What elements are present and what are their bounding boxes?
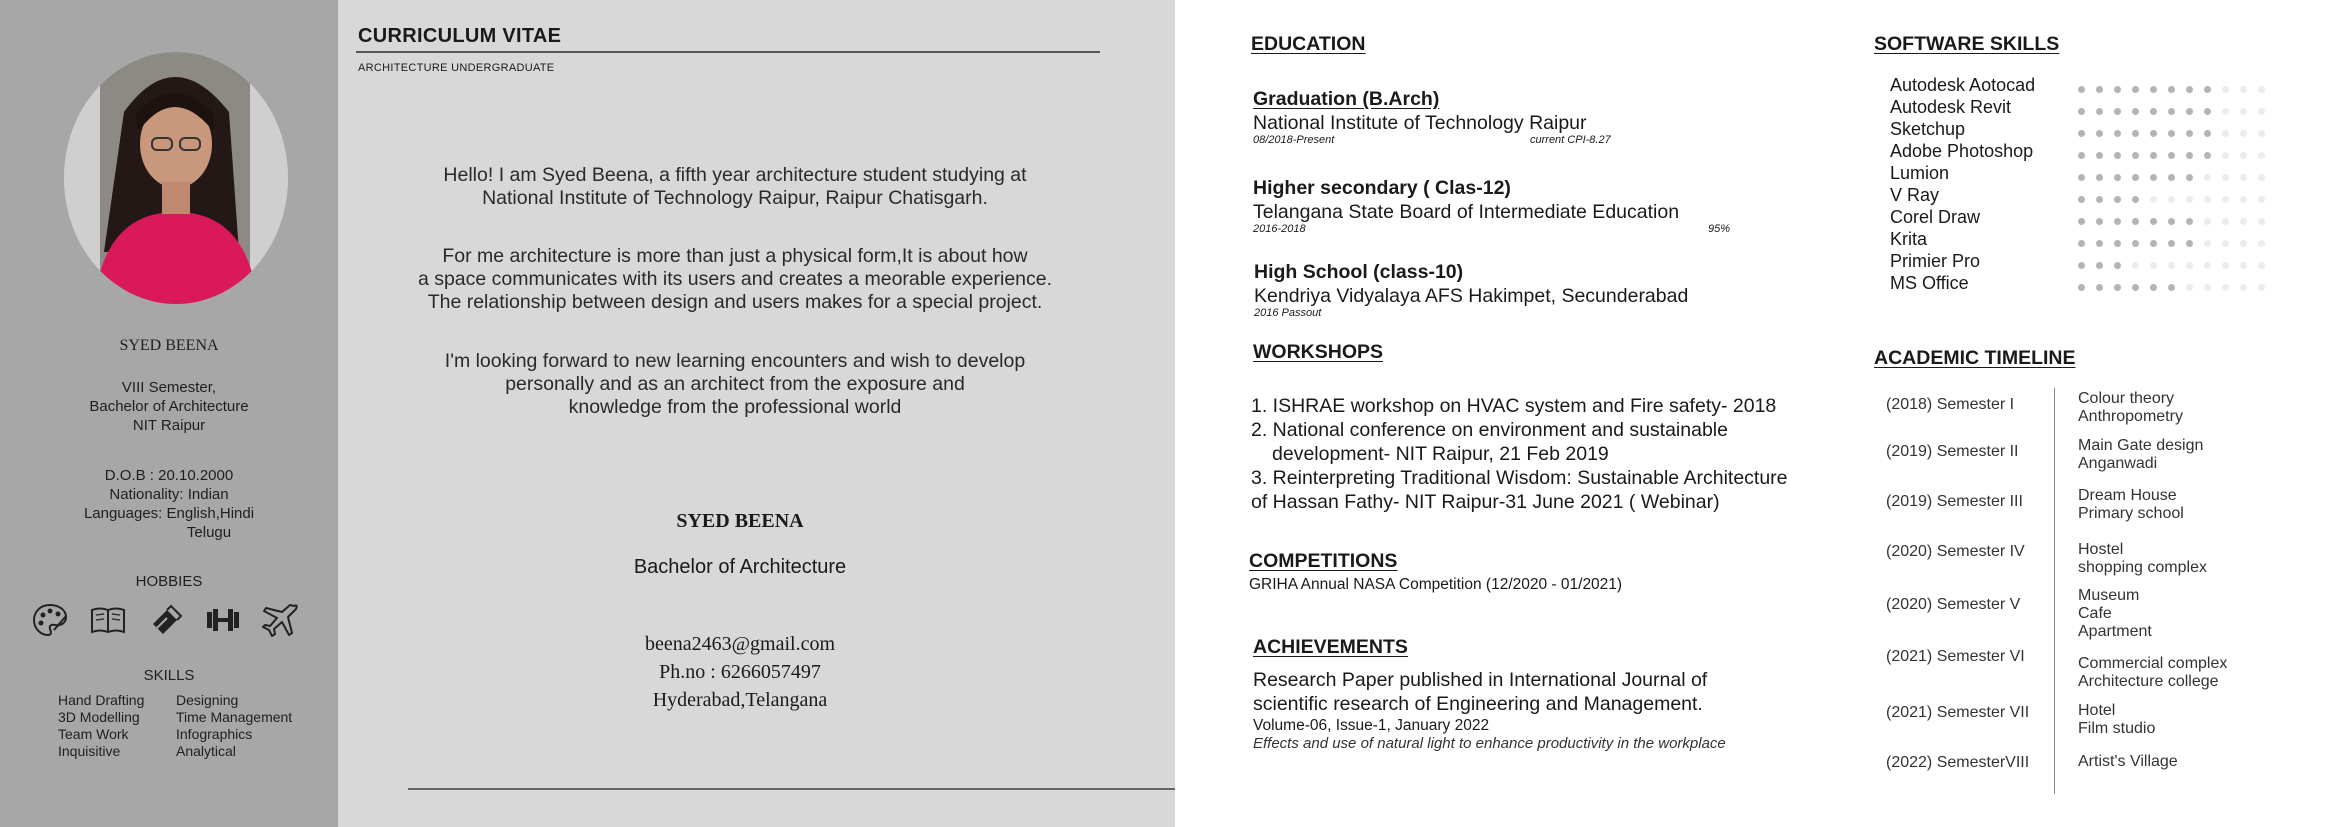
skill-item: Team Work	[58, 726, 129, 742]
rating-dot-empty	[2240, 196, 2247, 203]
rating-dot-filled	[2114, 196, 2121, 203]
intro-degree: Bachelor of Architecture	[633, 556, 847, 578]
rating-dot-filled	[2096, 174, 2103, 181]
intro-paragraph-3	[370, 350, 1100, 419]
timeline-semester: (2019) Semester III	[1886, 493, 2023, 510]
timeline-semester: (2018) Semester I	[1886, 396, 2015, 413]
cv-subtitle: ARCHITECTURE UNDERGRADUATE	[358, 62, 555, 74]
rating-dot-empty	[2240, 108, 2247, 115]
rating-row	[2078, 100, 2276, 122]
rating-dot-filled	[2114, 174, 2121, 181]
timeline-project: Main Gate design	[2078, 437, 2204, 454]
skills-left-list	[58, 692, 144, 760]
timeline-project: Cafe	[2078, 605, 2112, 622]
rating-dot-filled	[2132, 196, 2139, 203]
rating-dot-empty	[2222, 240, 2229, 247]
software-item: Adobe Photoshop	[1890, 141, 2034, 161]
rating-dot-filled	[2078, 86, 2085, 93]
timeline-project: Hotel	[2078, 702, 2116, 719]
timeline-semester: (2019) Semester II	[1886, 443, 2019, 460]
software-rating-grid	[2078, 78, 2276, 298]
rating-dot-filled	[2078, 240, 2085, 247]
hobbies-icons	[30, 600, 300, 640]
palette-icon	[30, 600, 70, 640]
software-item: Autodesk Revit	[1890, 97, 2012, 117]
rating-dot-filled	[2132, 240, 2139, 247]
rating-dot-filled	[2168, 86, 2175, 93]
rating-dot-filled	[2114, 130, 2121, 137]
rating-dot-filled	[2132, 284, 2139, 291]
rating-dot-empty	[2186, 262, 2193, 269]
timeline-semester: (2021) Semester VII	[1886, 704, 2030, 721]
rating-dot-filled	[2114, 218, 2121, 225]
rating-dot-empty	[2204, 240, 2211, 247]
hobbies-title: HOBBIES	[135, 573, 203, 590]
rating-dot-filled	[2078, 284, 2085, 291]
rating-dot-filled	[2132, 86, 2139, 93]
timeline-project: Commercial complex	[2078, 655, 2228, 672]
rating-dot-empty	[2258, 108, 2265, 115]
rating-row	[2078, 210, 2276, 232]
rating-dot-filled	[2096, 262, 2103, 269]
rating-dot-filled	[2168, 152, 2175, 159]
rating-dot-empty	[2240, 130, 2247, 137]
rating-dot-filled	[2168, 240, 2175, 247]
competition-item: GRIHA Annual NASA Competition (12/2020 - 01/2021)	[1249, 576, 1623, 593]
sidebar-college: NIT Raipur	[132, 417, 206, 434]
skill-item: Analytical	[176, 743, 236, 759]
rating-row	[2078, 122, 2276, 144]
software-item: MS Office	[1890, 273, 1969, 293]
rating-dot-empty	[2240, 240, 2247, 247]
rating-dot-filled	[2150, 130, 2157, 137]
rating-dot-empty	[2186, 196, 2193, 203]
eraser-icon	[145, 600, 185, 640]
rating-dot-filled	[2078, 262, 2085, 269]
workshop-item: development- NIT Raipur, 21 Feb 2019	[1272, 443, 1609, 465]
software-heading: SOFTWARE SKILLS	[1874, 33, 2060, 55]
rating-dot-empty	[2204, 284, 2211, 291]
edu-score: 95%	[1708, 223, 1731, 235]
contact-location: Hyderabad,Telangana	[652, 689, 828, 711]
workshop-item: 1. ISHRAE workshop on HVAC system and Fire safety- 2018	[1251, 395, 1777, 417]
rating-dot-filled	[2204, 152, 2211, 159]
timeline-projects	[2078, 437, 2203, 473]
timeline-project: Colour theory	[2078, 390, 2175, 407]
rating-row	[2078, 276, 2276, 298]
rating-dot-empty	[2258, 262, 2265, 269]
software-item: Corel Draw	[1890, 207, 1981, 227]
rating-row	[2078, 232, 2276, 254]
rating-dot-filled	[2132, 152, 2139, 159]
rating-dot-filled	[2096, 108, 2103, 115]
title-divider	[356, 51, 1100, 53]
sidebar-semester: VIII Semester,	[121, 379, 217, 396]
timeline-project: Museum	[2078, 587, 2140, 604]
rating-dot-empty	[2168, 196, 2175, 203]
edu-institute: Telangana State Board of Intermediate Education	[1253, 201, 1680, 223]
para-line: a space communicates with its users and creates a meorable experience.	[417, 268, 1053, 290]
rating-dot-filled	[2150, 284, 2157, 291]
skill-item: Time Management	[176, 709, 293, 725]
skill-item: Hand Drafting	[58, 692, 145, 708]
rating-dot-empty	[2222, 152, 2229, 159]
rating-dot-filled	[2096, 130, 2103, 137]
para-line: For me architecture is more than just a physical form,It is about how	[442, 245, 1028, 267]
rating-dot-filled	[2204, 86, 2211, 93]
edu-score: current CPI-8.27	[1530, 134, 1611, 146]
para-line: personally and as an architect from the exposure and	[505, 373, 965, 395]
para-line: knowledge from the professional world	[568, 396, 902, 418]
edu-period: 2016-2018	[1253, 223, 1306, 235]
sidebar-degree: Bachelor of Architecture	[89, 398, 249, 415]
intro-name: SYED BEENA	[676, 510, 804, 532]
intro-paragraph-1	[370, 164, 1100, 210]
timeline-project: Anganwadi	[2078, 455, 2158, 472]
rating-row	[2078, 254, 2276, 276]
rating-dot-filled	[2096, 196, 2103, 203]
rating-dot-empty	[2222, 108, 2229, 115]
skill-item: Infographics	[176, 726, 253, 742]
sidebar-languages: Languages: English,Hindi	[83, 505, 255, 522]
timeline-projects	[2078, 390, 2183, 426]
rating-dot-filled	[2168, 130, 2175, 137]
rating-dot-filled	[2132, 130, 2139, 137]
achievements-heading: ACHIEVEMENTS	[1253, 636, 1408, 658]
para-line: National Institute of Technology Raipur, Raipur Chatisgarh.	[482, 187, 988, 209]
rating-dot-filled	[2186, 240, 2193, 247]
rating-dot-filled	[2150, 218, 2157, 225]
rating-row	[2078, 78, 2276, 100]
rating-dot-filled	[2186, 174, 2193, 181]
rating-dot-empty	[2258, 152, 2265, 159]
achievement-line: scientific research of Engineering and Management.	[1253, 693, 1703, 715]
rating-dot-filled	[2096, 152, 2103, 159]
rating-dot-filled	[2204, 130, 2211, 137]
education-heading: EDUCATION	[1251, 33, 1366, 55]
rating-row	[2078, 144, 2276, 166]
timeline-projects	[2078, 655, 2227, 691]
rating-dot-filled	[2078, 174, 2085, 181]
timeline-project: Anthropometry	[2078, 408, 2183, 425]
software-item: V Ray	[1890, 185, 1940, 205]
achievement-line: Research Paper published in International Journal of	[1253, 669, 1708, 691]
rating-dot-filled	[2168, 218, 2175, 225]
rating-dot-filled	[2096, 218, 2103, 225]
rating-dot-empty	[2258, 130, 2265, 137]
rating-dot-empty	[2204, 196, 2211, 203]
skills-right-list	[176, 692, 292, 760]
rating-dot-empty	[2258, 86, 2265, 93]
rating-dot-filled	[2168, 174, 2175, 181]
rating-dot-empty	[2258, 196, 2265, 203]
timeline-semester: (2022) SemesterVIII	[1886, 754, 2030, 771]
rating-dot-filled	[2096, 86, 2103, 93]
software-item: Krita	[1890, 229, 1928, 249]
dumbbell-icon	[203, 600, 243, 640]
rating-dot-filled	[2186, 86, 2193, 93]
rating-dot-empty	[2186, 284, 2193, 291]
rating-dot-filled	[2132, 174, 2139, 181]
rating-dot-empty	[2150, 196, 2157, 203]
timeline-projects	[2078, 541, 2207, 577]
timeline-project: Hostel	[2078, 541, 2124, 558]
rating-dot-empty	[2168, 262, 2175, 269]
rating-dot-filled	[2186, 130, 2193, 137]
workshop-item: of Hassan Fathy- NIT Raipur-31 June 2021 ( Webinar)	[1251, 491, 1720, 513]
workshop-item: 2. National conference on environment and sustainable	[1251, 419, 1728, 441]
profile-photo	[64, 52, 288, 304]
skills-title: SKILLS	[143, 667, 195, 684]
timeline-axis	[2054, 388, 2055, 794]
sidebar	[0, 0, 338, 827]
para-line: The relationship between design and users makes for a special project.	[427, 291, 1043, 313]
rating-dot-filled	[2150, 108, 2157, 115]
achievement-paper: Effects and use of natural light to enhance productivity in the workplace	[1253, 735, 1726, 752]
sidebar-name: SYED BEENA	[119, 337, 219, 354]
timeline-heading: ACADEMIC TIMELINE	[1874, 347, 2076, 369]
rating-row	[2078, 166, 2276, 188]
rating-dot-filled	[2204, 108, 2211, 115]
rating-dot-filled	[2132, 218, 2139, 225]
rating-dot-empty	[2150, 262, 2157, 269]
airplane-icon	[260, 600, 300, 640]
timeline-projects	[2078, 753, 2178, 771]
workshops-heading: WORKSHOPS	[1253, 341, 1384, 363]
competitions-heading: COMPETITIONS	[1249, 550, 1398, 572]
rating-dot-filled	[2114, 262, 2121, 269]
rating-dot-filled	[2096, 284, 2103, 291]
edu-degree: High School (class-10)	[1254, 261, 1464, 283]
skill-item: Designing	[176, 692, 239, 708]
rating-dot-empty	[2240, 86, 2247, 93]
rating-row	[2078, 188, 2276, 210]
timeline-project: Primary school	[2078, 505, 2184, 522]
book-icon	[88, 600, 128, 640]
rating-dot-empty	[2258, 284, 2265, 291]
rating-dot-empty	[2222, 262, 2229, 269]
rating-dot-empty	[2240, 174, 2247, 181]
intro-bottom-divider	[408, 788, 1175, 790]
timeline-semester: (2020) Semester V	[1886, 596, 2021, 613]
rating-dot-filled	[2078, 108, 2085, 115]
edu-period: 08/2018-Present	[1253, 134, 1335, 146]
rating-dot-filled	[2150, 152, 2157, 159]
sidebar-dob: D.O.B : 20.10.2000	[104, 467, 234, 484]
software-item: Autodesk Aotocad	[1890, 75, 2036, 95]
rating-dot-empty	[2240, 262, 2247, 269]
edu-institute: National Institute of Technology Raipur	[1253, 112, 1587, 134]
skill-item: Inquisitive	[58, 743, 121, 759]
rating-dot-filled	[2168, 284, 2175, 291]
rating-dot-filled	[2078, 218, 2085, 225]
software-item: Primier Pro	[1890, 251, 1981, 271]
rating-dot-filled	[2114, 284, 2121, 291]
rating-dot-empty	[2240, 218, 2247, 225]
rating-dot-empty	[2222, 284, 2229, 291]
achievement-volume: Volume-06, Issue-1, January 2022	[1253, 717, 1490, 734]
sidebar-languages-cont: Telugu	[186, 524, 232, 541]
rating-dot-filled	[2186, 218, 2193, 225]
rating-dot-empty	[2258, 174, 2265, 181]
rating-dot-empty	[2204, 218, 2211, 225]
rating-dot-filled	[2150, 86, 2157, 93]
rating-dot-filled	[2114, 240, 2121, 247]
cv-title: CURRICULUM VITAE	[358, 25, 562, 47]
rating-dot-filled	[2150, 174, 2157, 181]
rating-dot-filled	[2114, 108, 2121, 115]
rating-dot-empty	[2222, 130, 2229, 137]
software-list	[1890, 74, 2035, 294]
rating-dot-empty	[2204, 262, 2211, 269]
contact-email[interactable]: beena2463@gmail.com	[644, 633, 836, 655]
rating-dot-filled	[2078, 196, 2085, 203]
rating-dot-empty	[2240, 284, 2247, 291]
timeline-project: Apartment	[2078, 623, 2152, 640]
software-item: Sketchup	[1890, 119, 1966, 139]
timeline-project: Artist's Village	[2078, 753, 2178, 770]
timeline-project: Dream House	[2078, 487, 2177, 504]
rating-dot-filled	[2096, 240, 2103, 247]
rating-dot-empty	[2222, 196, 2229, 203]
software-item: Lumion	[1890, 163, 1950, 183]
rating-dot-filled	[2078, 130, 2085, 137]
edu-degree: Higher secondary ( Clas-12)	[1253, 177, 1511, 199]
timeline-projects	[2078, 702, 2155, 738]
rating-dot-empty	[2222, 174, 2229, 181]
rating-dot-filled	[2186, 108, 2193, 115]
para-line: Hello! I am Syed Beena, a fifth year architecture student studying at	[443, 164, 1027, 186]
skill-item: 3D Modelling	[58, 709, 140, 725]
rating-dot-empty	[2204, 174, 2211, 181]
workshop-item: 3. Reinterpreting Traditional Wisdom: Sustainable Architecture	[1251, 467, 1788, 489]
rating-dot-filled	[2168, 108, 2175, 115]
edu-period: 2016 Passout	[1254, 307, 1322, 319]
rating-dot-empty	[2132, 262, 2139, 269]
timeline-semester: (2020) Semester IV	[1886, 543, 2025, 560]
timeline-semester: (2021) Semester VI	[1886, 648, 2025, 665]
rating-dot-empty	[2258, 240, 2265, 247]
rating-dot-empty	[2222, 86, 2229, 93]
timeline-project: Architecture college	[2078, 673, 2219, 690]
sidebar-nationality: Nationality: Indian	[109, 486, 229, 503]
para-line: I'm looking forward to new learning encounters and wish to develop	[444, 350, 1026, 372]
rating-dot-empty	[2222, 218, 2229, 225]
contact-phone[interactable]: Ph.no : 6266057497	[659, 661, 821, 683]
rating-dot-filled	[2114, 86, 2121, 93]
intro-paragraph-2	[370, 245, 1100, 314]
rating-dot-filled	[2150, 240, 2157, 247]
rating-dot-filled	[2132, 108, 2139, 115]
timeline-project: shopping complex	[2078, 559, 2207, 576]
rating-dot-filled	[2186, 152, 2193, 159]
rating-dot-filled	[2078, 152, 2085, 159]
rating-dot-filled	[2114, 152, 2121, 159]
rating-dot-empty	[2240, 152, 2247, 159]
rating-dot-empty	[2258, 218, 2265, 225]
timeline-project: Film studio	[2078, 720, 2156, 737]
timeline-projects	[2078, 587, 2152, 641]
edu-institute: Kendriya Vidyalaya AFS Hakimpet, Secunderabad	[1254, 285, 1689, 307]
timeline-projects	[2078, 487, 2184, 523]
edu-degree: Graduation (B.Arch)	[1253, 88, 1440, 110]
